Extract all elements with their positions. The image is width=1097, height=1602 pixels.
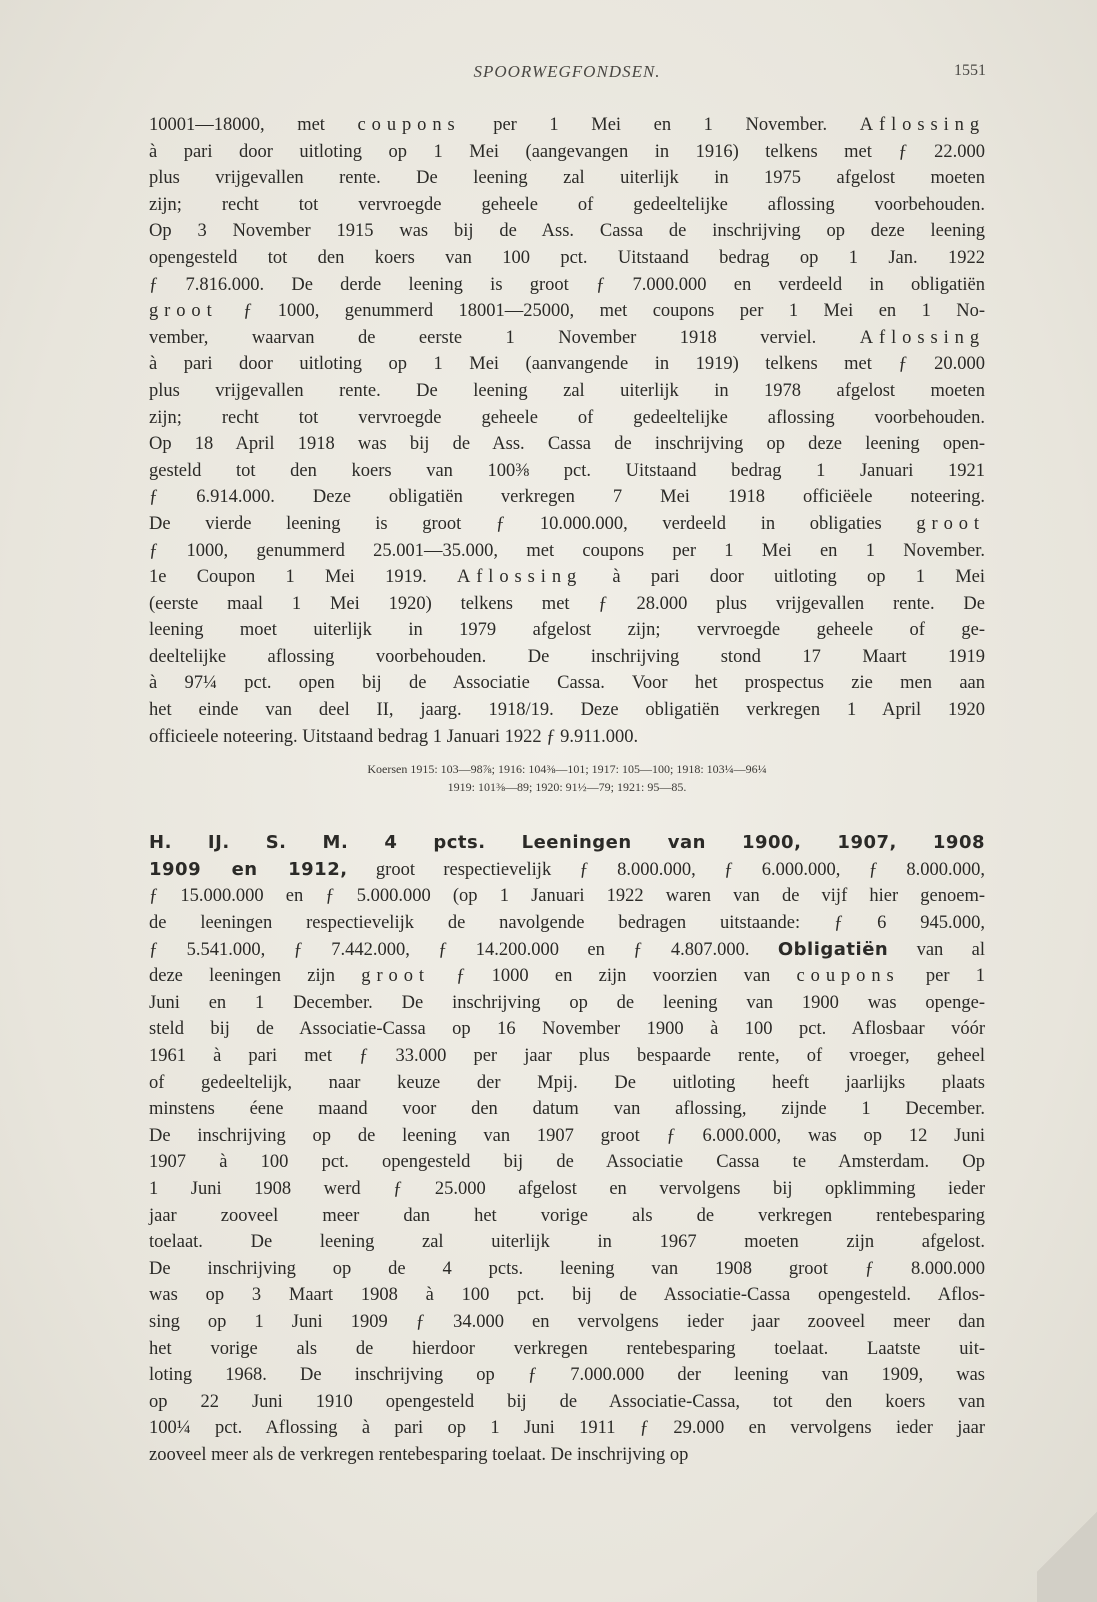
text-line: ƒ 6.914.000. Deze obligatiën verkregen 7 Mei 1918 officiëele noteering. [149, 487, 985, 508]
text-line: De inschrijving op de 4 pcts. leening van 1908 groot ƒ 8.000.000 [149, 1258, 985, 1279]
text-line: zijn; recht tot vervroegde geheele of gedeeltelijke aflossing voorbehouden. [149, 194, 985, 215]
spaced-term: coupons [796, 966, 900, 987]
text-line: Op 3 November 1915 was bij de Ass. Cassa de inschrijving op deze leening [149, 221, 985, 242]
text-line [149, 830, 985, 857]
text-line: sing op 1 Juni 1909 ƒ 34.000 en vervolgens ieder jaar zooveel meer dan [149, 1311, 985, 1332]
text-line: zijn; recht tot vervroegde geheele of gedeeltelijke aflossing voorbehouden. [149, 407, 985, 428]
text-line: groot ƒ 1000, genummerd 18001—25000, met coupons per 1 Mei en 1 No- [149, 301, 985, 322]
text-line: ƒ 1000, genummerd 25.001—35.000, met coupons per 1 Mei en 1 November. [149, 540, 985, 561]
spaced-term: groot [361, 966, 430, 987]
text-line: 10001—18000, met coupons per 1 Mei en 1 November. Aflossing [149, 115, 985, 135]
text-line: opengesteld tot den koers van 100 pct. Uitstaand bedrag op 1 Jan. 1922 [149, 247, 985, 268]
text-line: was op 3 Maart 1908 à 100 pct. bij de Associatie-Cassa opengesteld. Aflos- [149, 1285, 985, 1306]
text-line: officieele noteering. Uitstaand bedrag 1 Januari 1922 ƒ 9.911.000. [149, 726, 639, 747]
spaced-term: coupons [357, 115, 461, 135]
text-line: De vierde leening is groot ƒ 10.000.000, verdeeld in obligaties groot [149, 513, 985, 534]
spaced-term: Aflossing [859, 327, 985, 348]
spaced-term: Aflossing [859, 115, 985, 135]
text-line: vember, waarvan de eerste 1 November 1918 verviel. Aflossing [149, 327, 985, 348]
paragraph-spoorweg-leeningen [149, 112, 985, 750]
page-number: 1551 [954, 62, 986, 79]
text-line: à pari door uitloting op 1 Mei (aanvangende in 1919) telkens met ƒ 20.000 [149, 354, 985, 375]
spaced-term: Aflossing [456, 567, 583, 588]
text-line: deze leeningen zijn groot ƒ 1000 en zijn voorzien van coupons per 1 [149, 966, 985, 987]
page-body [149, 112, 985, 1469]
text-line: ƒ 15.000.000 en ƒ 5.000.000 (op 1 Januari 1922 waren van de vijf hier genoem- [149, 886, 985, 907]
text-line: leening moet uiterlijk in 1979 afgelost zijn; vervroegde geheele of ge- [149, 620, 985, 641]
koersen-block [149, 760, 985, 796]
paragraph-hijsm-leeningen [149, 830, 985, 1468]
text-line: toelaat. De leening zal uiterlijk in 1967 moeten zijn afgelost. [149, 1232, 985, 1253]
text-line: 1961 à pari met ƒ 33.000 per jaar plus bespaarde rente, of vroeger, geheel [149, 1046, 985, 1066]
koersen-line: Koersen 1915: 103—98⅞; 1916: 104⅜—101; 1917: 105—100; 1918: 103¼—96¼ [367, 762, 767, 777]
section-heading: Obligatiën [777, 938, 889, 960]
text-line: 1909 en 1912, groot respectievelijk ƒ 8.000.000, ƒ 6.000.000, ƒ 8.000.000, [149, 858, 985, 880]
text-line: 100¼ pct. Aflossing à pari op 1 Juni 1911 ƒ 29.000 en vervolgens ieder jaar [149, 1418, 985, 1439]
text-line: deeltelijke aflossing voorbehouden. De inschrijving stond 17 Maart 1919 [149, 646, 985, 667]
text-line: plus vrijgevallen rente. De leening zal uiterlijk in 1978 afgelost moeten [149, 380, 985, 401]
spaced-term: groot [149, 301, 218, 322]
section-heading: 1909 en 1912, [149, 858, 348, 880]
text-line: 1e Coupon 1 Mei 1919. Aflossing à pari door uitloting op 1 Mei [149, 567, 985, 588]
text-line: de leeningen respectievelijk de navolgende bedragen uitstaande: ƒ 6 945.000, [149, 913, 985, 934]
text-line: 1 Juni 1908 werd ƒ 25.000 afgelost en vervolgens bij opklimming ieder [149, 1178, 985, 1199]
text-line: zooveel meer als de verkregen rentebesparing toelaat. De inschrijving op [149, 1444, 689, 1465]
text-line: ƒ 5.541.000, ƒ 7.442.000, ƒ 14.200.000 en ƒ 4.807.000. Obligatiën van al [149, 938, 986, 960]
text-line: Juni en 1 December. De inschrijving op de leening van 1900 was openge- [149, 992, 985, 1013]
text-line: loting 1968. De inschrijving op ƒ 7.000.000 der leening van 1909, was [149, 1365, 985, 1386]
text-line: jaar zooveel meer dan het vorige als de verkregen rentebesparing [149, 1205, 985, 1226]
text-line: het einde van deel II, jaarg. 1918/19. Deze obligatiën verkregen 1 April 1920 [149, 700, 985, 721]
section-heading: H. IJ. S. M. 4 pcts. Leeningen van 1900, 1907, 1908 [149, 832, 985, 854]
page-header [148, 62, 986, 86]
spaced-term: groot [916, 513, 985, 534]
text-line: 1907 à 100 pct. opengesteld bij de Associatie Cassa te Amsterdam. Op [149, 1152, 985, 1173]
text-line: plus vrijgevallen rente. De leening zal uiterlijk in 1975 afgelost moeten [149, 168, 985, 189]
koersen-line: 1919: 101⅜—89; 1920: 91½—79; 1921: 95—85. [447, 780, 687, 795]
text-line: steld bij de Associatie-Cassa op 16 November 1900 à 100 pct. Aflosbaar vóór [149, 1019, 985, 1040]
text-line: (eerste maal 1 Mei 1920) telkens met ƒ 28.000 plus vrijgevallen rente. De [149, 593, 985, 614]
text-line: à 97¼ pct. open bij de Associatie Cassa. Voor het prospectus zie men aan [149, 673, 985, 694]
text-line: à pari door uitloting op 1 Mei (aangevangen in 1916) telkens met ƒ 22.000 [149, 141, 985, 162]
text-line: ƒ 7.816.000. De derde leening is groot ƒ 7.000.000 en verdeeld in obligatiën [149, 274, 985, 295]
running-head: SPOORWEGFONDSEN. [473, 62, 661, 81]
text-line: minstens éene maand voor den datum van aflossing, zijnde 1 December. [149, 1099, 985, 1120]
text-line: De inschrijving op de leening van 1907 groot ƒ 6.000.000, was op 12 Juni [149, 1125, 985, 1146]
page-corner-fold [1037, 1482, 1097, 1602]
text-line: of gedeeltelijk, naar keuze der Mpij. De uitloting heeft jaarlijks plaats [149, 1072, 985, 1093]
text-line: gesteld tot den koers van 100⅜ pct. Uitstaand bedrag 1 Januari 1921 [149, 460, 985, 481]
text-line: het vorige als de hierdoor verkregen rentebesparing toelaat. Laatste uit- [149, 1338, 985, 1359]
text-line: Op 18 April 1918 was bij de Ass. Cassa de inschrijving op deze leening open- [149, 434, 985, 455]
text-line: op 22 Juni 1910 opengesteld bij de Associatie-Cassa, tot den koers van [149, 1391, 985, 1412]
